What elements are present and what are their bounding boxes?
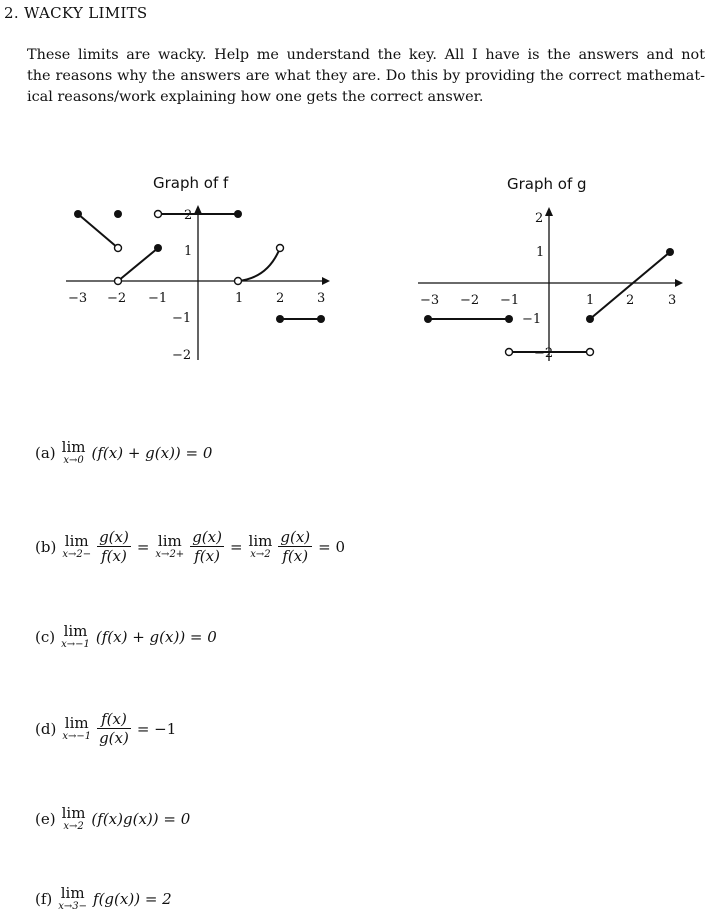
part-e-subscript: x→2 bbox=[63, 821, 84, 832]
graph-g-xtick-2: 2 bbox=[626, 293, 635, 308]
graph-f-xtick-m3: −3 bbox=[68, 291, 88, 306]
part-c-label: (c) bbox=[35, 628, 56, 646]
part-b-lim-word: lim bbox=[157, 531, 182, 550]
part-a-expression: (f(x) + g(x)) = 0 bbox=[91, 444, 213, 462]
part-b-equals: = bbox=[229, 537, 243, 556]
part-b-numerator: g(x) bbox=[192, 528, 222, 546]
part-b-fraction-1 bbox=[97, 528, 131, 565]
part-b-lim-word: lim bbox=[64, 531, 89, 550]
graph-f-xtick-2: 2 bbox=[276, 291, 285, 306]
graph-g-ytick-1: 1 bbox=[536, 245, 545, 260]
part-f-subscript: x→3− bbox=[58, 901, 88, 912]
part-b-result: = 0 bbox=[318, 537, 346, 556]
part-c-expression: (f(x) + g(x)) = 0 bbox=[95, 628, 217, 646]
part-d-lim-word: lim bbox=[64, 713, 89, 732]
graph-f-ytick-2: 2 bbox=[184, 208, 193, 223]
part-b bbox=[35, 528, 345, 565]
part-f bbox=[35, 886, 172, 912]
part-b-numerator: g(x) bbox=[280, 528, 311, 546]
part-d bbox=[35, 710, 176, 747]
part-b-equals: = bbox=[136, 537, 150, 556]
part-b-fraction-2 bbox=[190, 528, 224, 565]
intro-line-3: ical reasons/work explaining how one gets the correct answer. bbox=[27, 89, 484, 105]
graph-g-open-dot bbox=[506, 349, 513, 356]
part-d-limit bbox=[62, 713, 92, 742]
part-a-limit bbox=[62, 440, 86, 466]
problem-heading: 2. WACKY LIMITS bbox=[4, 4, 148, 22]
part-b-denominator: f(x) bbox=[282, 547, 309, 565]
intro-line-2: the reasons why the answers are what they are. Do this by providing the correct mathemat- bbox=[27, 68, 705, 84]
part-d-result: = −1 bbox=[136, 719, 177, 738]
graph-g-closed-dot bbox=[586, 315, 594, 323]
graph-f-title: Graph of f bbox=[153, 174, 229, 192]
graph-f-xtick-3: 3 bbox=[317, 291, 326, 306]
graph-f-ytick-1: 1 bbox=[184, 244, 193, 259]
part-b-limit-right bbox=[155, 531, 185, 560]
part-b-subscript-left: x→2− bbox=[62, 548, 92, 560]
part-b-fraction-3 bbox=[278, 528, 312, 565]
graph-g-xtick-m3: −3 bbox=[420, 293, 440, 308]
part-b-label: (b) bbox=[35, 537, 57, 556]
graph-g-closed-dot bbox=[424, 315, 432, 323]
part-c-limit bbox=[61, 624, 90, 650]
part-d-fraction bbox=[97, 710, 131, 747]
part-f-limit bbox=[58, 886, 87, 912]
graph-g-xtick-1: 1 bbox=[586, 293, 595, 308]
graph-g-xtick-3: 3 bbox=[668, 293, 677, 308]
graph-g-closed-dot bbox=[666, 248, 674, 256]
part-e-expression: (f(x)g(x)) = 0 bbox=[91, 810, 191, 828]
part-d-denominator: g(x) bbox=[99, 729, 129, 747]
part-c bbox=[35, 624, 217, 650]
graph-f-xtick-m2: −2 bbox=[107, 291, 127, 306]
graph-g-ytick-m1: −1 bbox=[522, 312, 542, 327]
intro-line-1: These limits are wacky. Help me understand the key. All I have is the answers and not bbox=[27, 47, 705, 63]
graph-g-xtick-m2: −2 bbox=[460, 293, 480, 308]
graph-g-closed-dot bbox=[505, 315, 513, 323]
part-a bbox=[35, 440, 212, 466]
graph-f-xtick-1: 1 bbox=[235, 291, 244, 306]
part-d-label: (d) bbox=[35, 719, 57, 738]
graph-g-ytick-m2: −2 bbox=[534, 346, 554, 361]
part-c-subscript: x→−1 bbox=[61, 639, 90, 650]
graph-g-xtick-m1: −1 bbox=[500, 293, 520, 308]
part-a-label: (a) bbox=[35, 444, 56, 462]
part-b-limit-two-sided bbox=[248, 531, 273, 560]
part-c-lim-word: lim bbox=[63, 622, 88, 640]
part-b-limit-left bbox=[62, 531, 92, 560]
part-a-subscript: x→0 bbox=[63, 455, 84, 466]
graph-f-ytick-m1: −1 bbox=[172, 311, 192, 326]
graph-g-y-arrow bbox=[545, 207, 553, 216]
part-b-denominator: f(x) bbox=[101, 547, 127, 565]
part-f-expression: f(g(x)) = 2 bbox=[93, 890, 172, 908]
graph-g-ytick-2: 2 bbox=[535, 211, 544, 226]
part-d-subscript: x→−1 bbox=[62, 730, 92, 742]
graph-g-x-arrow bbox=[675, 279, 683, 287]
graph-g-title: Graph of g bbox=[507, 175, 587, 193]
part-b-subscript-right: x→2+ bbox=[155, 548, 185, 560]
graph-f-xtick-m1: −1 bbox=[148, 291, 168, 306]
part-b-lim-word: lim bbox=[248, 531, 273, 550]
part-b-denominator: f(x) bbox=[194, 547, 220, 565]
part-e-label: (e) bbox=[35, 810, 56, 828]
part-b-numerator: g(x) bbox=[99, 528, 129, 546]
part-f-lim-word: lim bbox=[60, 884, 85, 902]
graph-g-segment-3 bbox=[590, 252, 670, 319]
graph-f-ytick-m2: −2 bbox=[172, 348, 192, 363]
graph-g-open-dot bbox=[587, 349, 594, 356]
part-d-numerator: f(x) bbox=[97, 710, 131, 729]
part-e bbox=[35, 806, 190, 832]
part-e-lim-word: lim bbox=[61, 804, 86, 822]
part-b-subscript-two-sided: x→2 bbox=[250, 548, 271, 560]
part-a-lim-word: lim bbox=[61, 438, 86, 456]
part-f-label: (f) bbox=[35, 890, 53, 908]
part-e-limit bbox=[62, 806, 86, 832]
